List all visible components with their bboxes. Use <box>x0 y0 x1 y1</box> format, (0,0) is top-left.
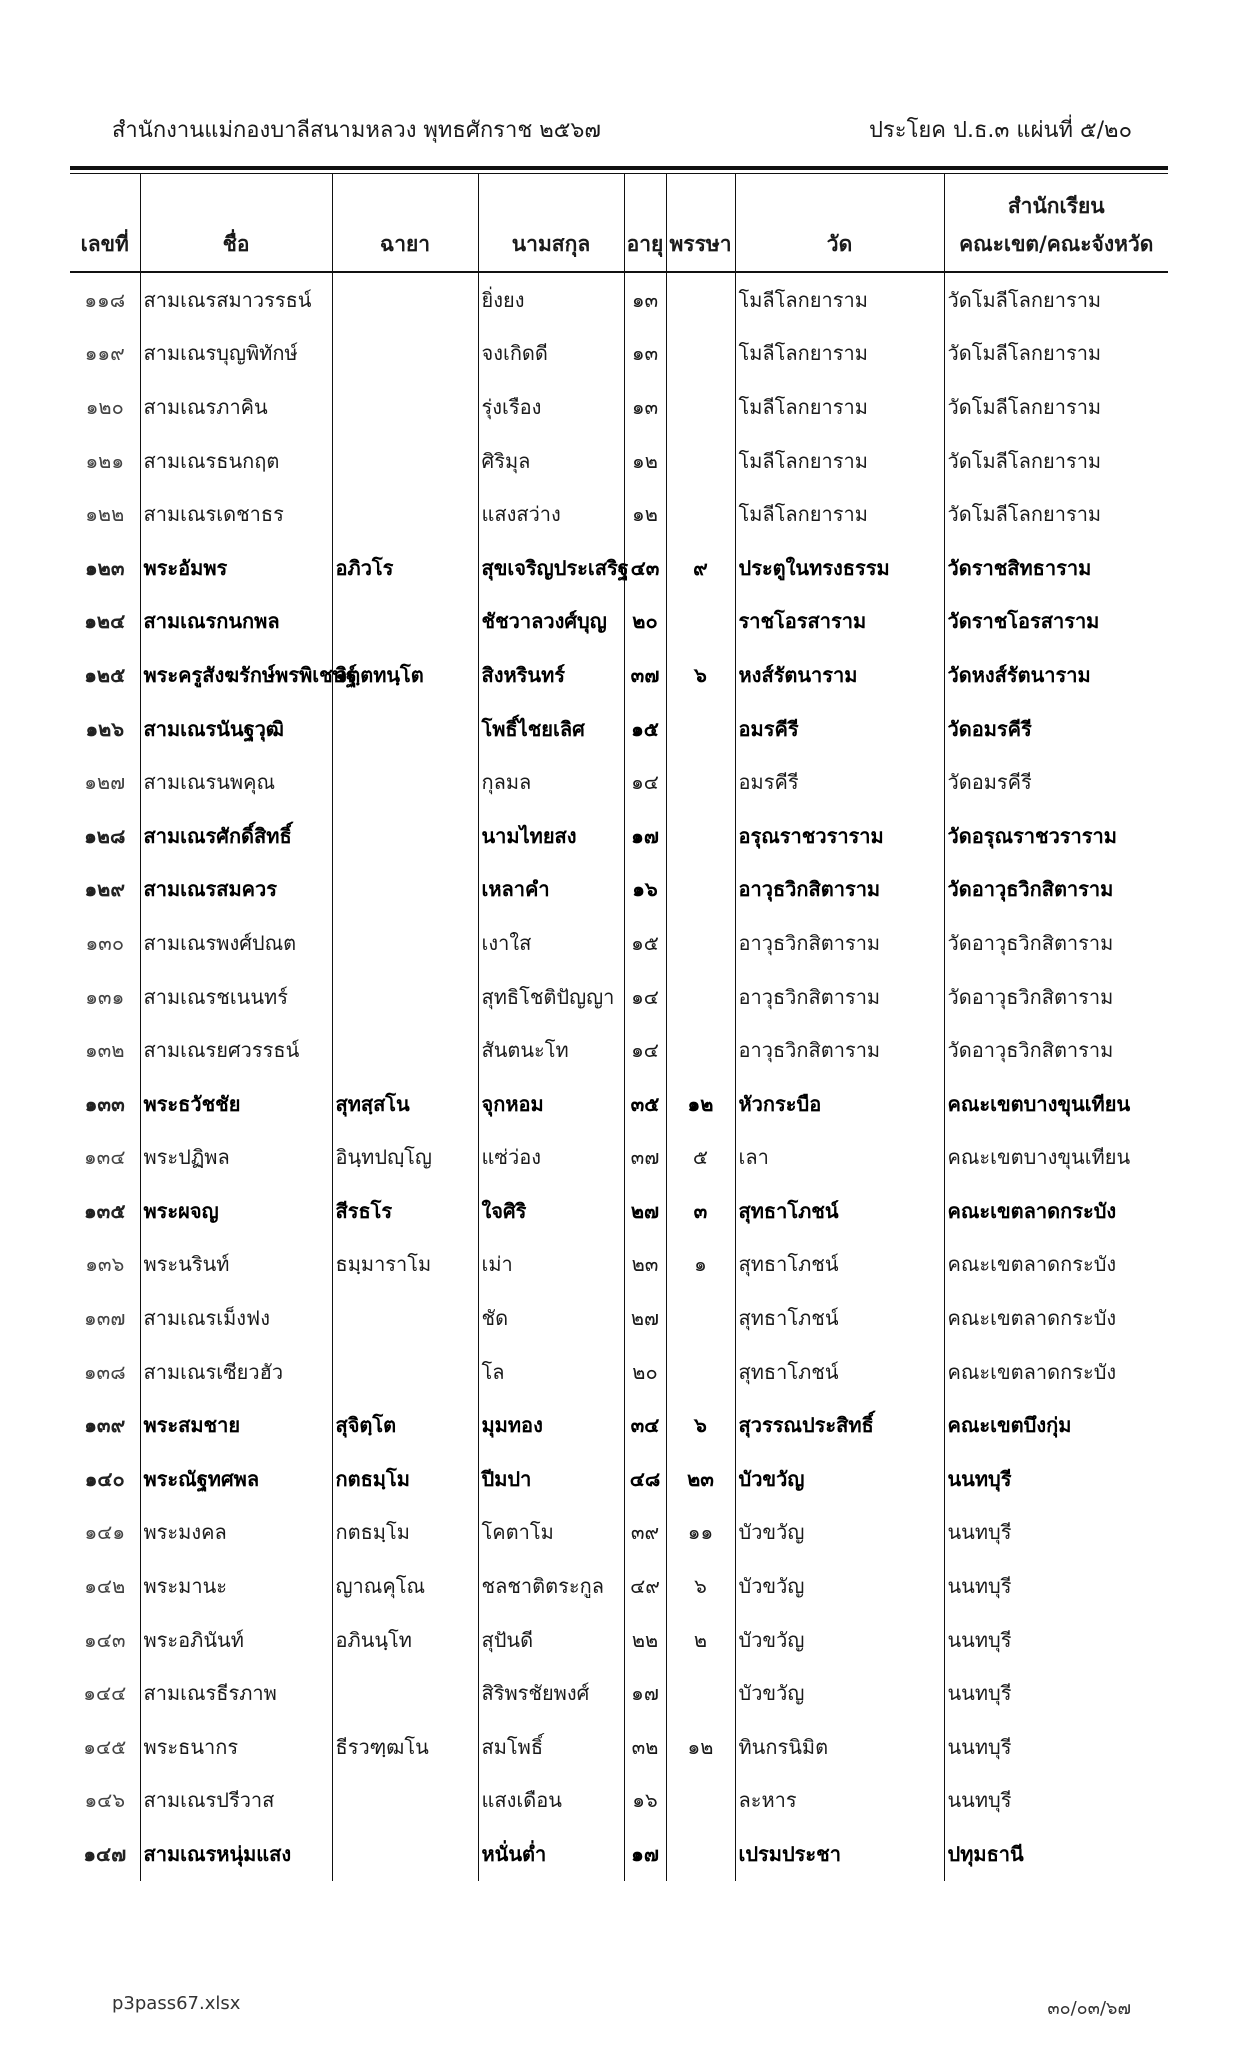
cell-alias: สุทสฺสโน <box>332 1077 478 1131</box>
top-rule-thick <box>70 166 1168 170</box>
cell-number: ๑๒๐ <box>85 394 124 419</box>
table-row <box>70 1023 1168 1077</box>
cell-age: ๓๗ <box>624 1131 666 1185</box>
cell-surname: รุ่งเรือง <box>478 380 624 434</box>
cell-name: สามเณรพงศ์ปณต <box>140 916 332 970</box>
cell-name: สามเณรยศวรรธน์ <box>140 1023 332 1077</box>
cell-school: วัดอาวุธวิกสิตาราม <box>944 970 1168 1024</box>
cell-temple: อาวุธวิกสิตาราม <box>735 970 944 1024</box>
cell-number: ๑๒๒ <box>85 502 125 527</box>
table-row <box>70 1666 1168 1720</box>
cell-alias: สุจิตฺโต <box>332 1398 478 1452</box>
cell-age: ๓๔ <box>624 1398 666 1452</box>
cell-name: สามเณรนพคุณ <box>140 755 332 809</box>
cell-number: ๑๓๒ <box>84 1038 125 1063</box>
cell-surname: ชัด <box>478 1291 624 1345</box>
cell-number: ๑๔๓ <box>83 1627 126 1652</box>
cell-name: สามเณรหนุ่มแสง <box>140 1827 332 1881</box>
cell-name: พระผจญ <box>140 1184 332 1238</box>
cell-name: พระมงคล <box>140 1506 332 1560</box>
cell-vassa <box>666 1023 735 1077</box>
col-header-number: เลขที่ <box>80 232 129 256</box>
cell-temple: อาวุธวิกสิตาราม <box>735 916 944 970</box>
cell-surname: แซ่ว่อง <box>478 1131 624 1185</box>
cell-school: คณะเขตลาดกระบัง <box>944 1184 1168 1238</box>
cell-temple: หงส์รัตนาราม <box>735 648 944 702</box>
cell-surname: ยิ่งยง <box>478 272 624 327</box>
cell-name: สามเณรเดชาธร <box>140 487 332 541</box>
table-row <box>70 1184 1168 1238</box>
page-header <box>112 112 1132 152</box>
cell-name: สามเณรบุญพิทักษ์ <box>140 327 332 381</box>
cell-surname: สันตนะโท <box>478 1023 624 1077</box>
cell-school: วัดโมลีโลกยาราม <box>944 272 1168 327</box>
cell-number: ๑๒๘ <box>84 823 126 848</box>
col-header-school-line2: คณะเขต/คณะจังหวัด <box>959 232 1154 256</box>
cell-alias: กตธมฺโม <box>332 1506 478 1560</box>
cell-alias: ญาณคุโณ <box>332 1559 478 1613</box>
cell-school: นนทบุรี <box>944 1613 1168 1667</box>
table-row <box>70 541 1168 595</box>
cell-number: ๑๔๔ <box>83 1681 127 1706</box>
cell-age: ๑๕ <box>624 702 666 756</box>
cell-alias: สีรธโร <box>332 1184 478 1238</box>
cell-name: สามเณรปรีวาส <box>140 1774 332 1828</box>
cell-surname: ชลชาติตระกูล <box>478 1559 624 1613</box>
cell-name: สามเณรเม็งฟง <box>140 1291 332 1345</box>
cell-alias <box>332 809 478 863</box>
footer-filename: p3pass67.xlsx <box>112 1993 241 2014</box>
cell-vassa: ๑๑ <box>666 1506 735 1560</box>
cell-age: ๑๓ <box>624 380 666 434</box>
cell-temple: บัวขวัญ <box>735 1666 944 1720</box>
cell-surname: จุกหอม <box>478 1077 624 1131</box>
col-header-temple: วัด <box>735 174 944 272</box>
table-row <box>70 702 1168 756</box>
cell-number: ๑๒๖ <box>85 716 125 741</box>
cell-school: วัดราชโอรสาราม <box>944 595 1168 649</box>
cell-school: คณะเขตลาดกระบัง <box>944 1291 1168 1345</box>
cell-surname: เม่า <box>478 1238 624 1292</box>
cell-temple: ทินกรนิมิต <box>735 1720 944 1774</box>
cell-age: ๔๘ <box>624 1452 666 1506</box>
table-row <box>70 1506 1168 1560</box>
cell-surname: ปีมปา <box>478 1452 624 1506</box>
cell-school: คณะเขตบางขุนเทียน <box>944 1131 1168 1185</box>
cell-surname: มุมทอง <box>478 1398 624 1452</box>
cell-surname: ชัชวาลวงศ์บุญ <box>478 595 624 649</box>
cell-school: คณะเขตลาดกระบัง <box>944 1238 1168 1292</box>
cell-school: วัดโมลีโลกยาราม <box>944 327 1168 381</box>
col-header-alias: ฉายา <box>332 174 478 272</box>
col-header-vassa: พรรษา <box>666 174 735 272</box>
cell-number: ๑๓๙ <box>84 1413 126 1438</box>
results-table <box>70 174 1168 1881</box>
cell-vassa <box>666 595 735 649</box>
cell-school: คณะเขตบางขุนเทียน <box>944 1077 1168 1131</box>
cell-temple: ละหาร <box>735 1774 944 1828</box>
cell-temple: บัวขวัญ <box>735 1559 944 1613</box>
cell-school: คณะเขตบึงกุ่ม <box>944 1398 1168 1452</box>
col-header-surname: นามสกุล <box>478 174 624 272</box>
table-row <box>70 327 1168 381</box>
cell-surname: ศิริมุล <box>478 434 624 488</box>
cell-number: ๑๔๑ <box>84 1520 126 1545</box>
table-row <box>70 1077 1168 1131</box>
cell-temple: บัวขวัญ <box>735 1452 944 1506</box>
cell-number: ๑๒๑ <box>85 448 125 473</box>
cell-surname: เงาใส <box>478 916 624 970</box>
cell-age: ๒๗ <box>624 1291 666 1345</box>
cell-school: นนทบุรี <box>944 1666 1168 1720</box>
cell-name: สามเณรภาคิน <box>140 380 332 434</box>
cell-age: ๑๗ <box>624 1827 666 1881</box>
cell-school: ปทุมธานี <box>944 1827 1168 1881</box>
cell-name: พระนรินท์ <box>140 1238 332 1292</box>
cell-vassa <box>666 863 735 917</box>
cell-temple: เลา <box>735 1131 944 1185</box>
cell-school: นนทบุรี <box>944 1506 1168 1560</box>
cell-alias <box>332 434 478 488</box>
table-row <box>70 1559 1168 1613</box>
cell-vassa: ๑ <box>666 1238 735 1292</box>
col-header-age: อายุ <box>624 174 666 272</box>
cell-surname: จงเกิดดี <box>478 327 624 381</box>
table-row <box>70 1238 1168 1292</box>
cell-temple: บัวขวัญ <box>735 1506 944 1560</box>
cell-alias <box>332 1774 478 1828</box>
cell-surname: โล <box>478 1345 624 1399</box>
cell-number: ๑๔๒ <box>84 1574 126 1599</box>
table-row <box>70 595 1168 649</box>
table-row <box>70 648 1168 702</box>
table-row <box>70 1774 1168 1828</box>
cell-name: สามเณรสมควร <box>140 863 332 917</box>
cell-vassa: ๒ <box>666 1613 735 1667</box>
cell-temple: สุทธาโภชน์ <box>735 1238 944 1292</box>
cell-surname: สิริพรชัยพงศ์ <box>478 1666 624 1720</box>
table-row <box>70 1345 1168 1399</box>
cell-age: ๑๔ <box>624 755 666 809</box>
cell-vassa <box>666 970 735 1024</box>
cell-vassa <box>666 809 735 863</box>
cell-number: ๑๔๐ <box>84 1466 125 1491</box>
cell-school: นนทบุรี <box>944 1559 1168 1613</box>
cell-alias <box>332 1345 478 1399</box>
cell-school: นนทบุรี <box>944 1720 1168 1774</box>
cell-temple: โมลีโลกยาราม <box>735 380 944 434</box>
cell-school: นนทบุรี <box>944 1774 1168 1828</box>
table-header-row <box>70 174 1168 272</box>
table-row <box>70 1291 1168 1345</box>
table-row <box>70 380 1168 434</box>
cell-alias <box>332 1291 478 1345</box>
table-row <box>70 1827 1168 1881</box>
cell-name: สามเณรเซียวฮัว <box>140 1345 332 1399</box>
cell-age: ๒๒ <box>624 1613 666 1667</box>
cell-age: ๒๐ <box>624 595 666 649</box>
cell-vassa <box>666 1345 735 1399</box>
cell-number: ๑๓๔ <box>83 1145 126 1170</box>
cell-age: ๑๗ <box>624 809 666 863</box>
cell-alias <box>332 487 478 541</box>
cell-name: พระอภินันท์ <box>140 1613 332 1667</box>
cell-temple: อมรคีรี <box>735 702 944 756</box>
cell-surname: สุขเจริญประเสริฐ <box>478 541 624 595</box>
cell-school: วัดอาวุธวิกสิตาราม <box>944 916 1168 970</box>
cell-alias <box>332 1666 478 1720</box>
cell-name: สามเณรธนกฤต <box>140 434 332 488</box>
cell-number: ๑๓๑ <box>85 984 125 1009</box>
cell-vassa <box>666 755 735 809</box>
cell-name: สามเณรธีรภาพ <box>140 1666 332 1720</box>
cell-age: ๑๕ <box>624 916 666 970</box>
cell-name: พระสมชาย <box>140 1398 332 1452</box>
table-row <box>70 916 1168 970</box>
cell-age: ๔๓ <box>624 541 666 595</box>
cell-alias <box>332 327 478 381</box>
cell-number: ๑๓๗ <box>84 1306 126 1331</box>
cell-alias <box>332 1827 478 1881</box>
cell-age: ๒๗ <box>624 1184 666 1238</box>
cell-school: วัดอมรคีรี <box>944 755 1168 809</box>
cell-surname: หนั่นต่ำ <box>478 1827 624 1881</box>
cell-alias <box>332 916 478 970</box>
cell-number: ๑๔๖ <box>84 1788 126 1813</box>
cell-alias <box>332 272 478 327</box>
cell-school: วัดโมลีโลกยาราม <box>944 380 1168 434</box>
table-row <box>70 272 1168 327</box>
cell-alias <box>332 755 478 809</box>
cell-number: ๑๑๘ <box>84 287 126 312</box>
table-row <box>70 970 1168 1024</box>
cell-surname: สุปันดี <box>478 1613 624 1667</box>
cell-age: ๑๔ <box>624 970 666 1024</box>
cell-name: พระปฏิพล <box>140 1131 332 1185</box>
table-row <box>70 1398 1168 1452</box>
cell-age: ๑๓ <box>624 327 666 381</box>
cell-age: ๑๗ <box>624 1666 666 1720</box>
cell-vassa <box>666 1291 735 1345</box>
cell-surname: สิงหรินทร์ <box>478 648 624 702</box>
cell-number: ๑๒๗ <box>84 770 126 795</box>
cell-alias <box>332 702 478 756</box>
cell-temple: โมลีโลกยาราม <box>735 434 944 488</box>
cell-name: สามเณรชเนนทร์ <box>140 970 332 1024</box>
cell-number: ๑๑๙ <box>84 341 125 366</box>
cell-temple: บัวขวัญ <box>735 1613 944 1667</box>
cell-number: ๑๒๓ <box>84 555 125 580</box>
cell-surname: เหลาคำ <box>478 863 624 917</box>
cell-surname: โพธิ์ไชยเลิศ <box>478 702 624 756</box>
cell-temple: สุทธาโภชน์ <box>735 1291 944 1345</box>
cell-vassa <box>666 487 735 541</box>
cell-alias: จิตฺตทนฺโต <box>332 648 478 702</box>
cell-alias <box>332 863 478 917</box>
cell-vassa <box>666 272 735 327</box>
footer-date: ๓๐/๐๓/๖๗ <box>1047 1998 1131 2019</box>
cell-number: ๑๒๔ <box>84 609 126 634</box>
cell-alias: ธีรวฑฺฒโน <box>332 1720 478 1774</box>
table-row <box>70 1131 1168 1185</box>
cell-name: พระครูสังฆรักษ์พรพิเชษฐ์ <box>140 648 332 702</box>
cell-alias <box>332 380 478 434</box>
cell-age: ๑๒ <box>624 487 666 541</box>
cell-temple: สุวรรณประสิทธิ์ <box>735 1398 944 1452</box>
cell-vassa: ๖ <box>666 648 735 702</box>
cell-name: สามเณรสมาวรรธน์ <box>140 272 332 327</box>
cell-temple: ราชโอรสาราม <box>735 595 944 649</box>
cell-name: พระมานะ <box>140 1559 332 1613</box>
cell-temple: อาวุธวิกสิตาราม <box>735 1023 944 1077</box>
table-row <box>70 809 1168 863</box>
table-row <box>70 1452 1168 1506</box>
cell-temple: โมลีโลกยาราม <box>735 487 944 541</box>
cell-number: ๑๒๙ <box>84 877 126 902</box>
table-row <box>70 863 1168 917</box>
cell-alias: อภิวโร <box>332 541 478 595</box>
col-header-school <box>944 174 1168 272</box>
cell-number: ๑๓๕ <box>83 1198 126 1223</box>
cell-number: ๑๓๘ <box>83 1359 126 1384</box>
header-office-year: สำนักงานแม่กองบาลีสนามหลวง พุทธศักราช ๒๕๖๗ <box>112 118 601 143</box>
cell-name: พระธวัชชัย <box>140 1077 332 1131</box>
cell-vassa: ๑๒ <box>666 1077 735 1131</box>
cell-vassa <box>666 916 735 970</box>
cell-vassa: ๖ <box>666 1398 735 1452</box>
cell-name: สามเณรกนกพล <box>140 595 332 649</box>
cell-age: ๒๐ <box>624 1345 666 1399</box>
cell-vassa <box>666 380 735 434</box>
table-row <box>70 1613 1168 1667</box>
cell-vassa <box>666 1827 735 1881</box>
cell-alias <box>332 595 478 649</box>
cell-surname: สมโพธิ์ <box>478 1720 624 1774</box>
cell-number: ๑๓๐ <box>85 930 125 955</box>
cell-temple: อาวุธวิกสิตาราม <box>735 863 944 917</box>
cell-alias <box>332 970 478 1024</box>
cell-number: ๑๔๗ <box>83 1842 127 1867</box>
cell-vassa: ๖ <box>666 1559 735 1613</box>
cell-school: วัดอาวุธวิกสิตาราม <box>944 863 1168 917</box>
cell-age: ๓๗ <box>624 648 666 702</box>
cell-age: ๑๖ <box>624 1774 666 1828</box>
cell-temple: สุทธาโภชน์ <box>735 1184 944 1238</box>
header-level-sheet: ประโยค ป.ธ.๓ แผ่นที่ ๕/๒๐ <box>868 118 1132 143</box>
cell-vassa: ๒๓ <box>666 1452 735 1506</box>
cell-name: สามเณรศักดิ์สิทธิ์ <box>140 809 332 863</box>
cell-surname: โคตาโม <box>478 1506 624 1560</box>
cell-age: ๔๙ <box>624 1559 666 1613</box>
cell-name: สามเณรนันฐวุฒิ <box>140 702 332 756</box>
cell-temple: อรุณราชวราราม <box>735 809 944 863</box>
cell-vassa <box>666 327 735 381</box>
cell-vassa <box>666 434 735 488</box>
table-row <box>70 487 1168 541</box>
table-row <box>70 755 1168 809</box>
cell-vassa <box>666 1774 735 1828</box>
cell-temple: หัวกระบือ <box>735 1077 944 1131</box>
cell-number: ๑๒๕ <box>84 662 126 687</box>
cell-age: ๑๔ <box>624 1023 666 1077</box>
cell-surname: สุทธิโชติปัญญา <box>478 970 624 1024</box>
cell-number: ๑๔๕ <box>83 1734 127 1759</box>
cell-age: ๓๒ <box>624 1720 666 1774</box>
cell-age: ๓๕ <box>624 1077 666 1131</box>
cell-surname: กุลมล <box>478 755 624 809</box>
cell-name: พระณัฐทศพล <box>140 1452 332 1506</box>
cell-age: ๑๖ <box>624 863 666 917</box>
cell-vassa: ๙ <box>666 541 735 595</box>
cell-temple: โมลีโลกยาราม <box>735 272 944 327</box>
cell-school: วัดอมรคีรี <box>944 702 1168 756</box>
cell-number: ๑๓๓ <box>84 1091 125 1116</box>
cell-surname: นามไทยสง <box>478 809 624 863</box>
cell-temple: อมรคีรี <box>735 755 944 809</box>
cell-age: ๑๒ <box>624 434 666 488</box>
cell-temple: เปรมประชา <box>735 1827 944 1881</box>
cell-vassa <box>666 1666 735 1720</box>
cell-age: ๓๙ <box>624 1506 666 1560</box>
table-row <box>70 434 1168 488</box>
cell-school: วัดราชสิทธาราม <box>944 541 1168 595</box>
cell-surname: ใจศิริ <box>478 1184 624 1238</box>
cell-temple: สุทธาโภชน์ <box>735 1345 944 1399</box>
cell-temple: โมลีโลกยาราม <box>735 327 944 381</box>
cell-alias <box>332 1023 478 1077</box>
cell-school: วัดโมลีโลกยาราม <box>944 434 1168 488</box>
cell-vassa: ๕ <box>666 1131 735 1185</box>
cell-school: วัดหงส์รัตนาราม <box>944 648 1168 702</box>
cell-school: คณะเขตลาดกระบัง <box>944 1345 1168 1399</box>
col-header-school-line1: สำนักเรียน <box>1007 194 1105 218</box>
cell-school: นนทบุรี <box>944 1452 1168 1506</box>
cell-name: พระอัมพร <box>140 541 332 595</box>
cell-surname: แสงเดือน <box>478 1774 624 1828</box>
cell-school: วัดอรุณราชวราราม <box>944 809 1168 863</box>
cell-vassa: ๑๒ <box>666 1720 735 1774</box>
cell-school: วัดอาวุธวิกสิตาราม <box>944 1023 1168 1077</box>
cell-age: ๒๓ <box>624 1238 666 1292</box>
cell-name: พระธนากร <box>140 1720 332 1774</box>
results-sheet <box>70 166 1168 1881</box>
cell-school: วัดโมลีโลกยาราม <box>944 487 1168 541</box>
cell-vassa <box>666 702 735 756</box>
cell-age: ๑๓ <box>624 272 666 327</box>
cell-alias: กตธมฺโม <box>332 1452 478 1506</box>
cell-surname: แสงสว่าง <box>478 487 624 541</box>
cell-alias: อินฺทปญฺโญ <box>332 1131 478 1185</box>
cell-temple: ประตูในทรงธรรม <box>735 541 944 595</box>
col-header-name: ชื่อ <box>140 174 332 272</box>
cell-alias: อภินนฺโท <box>332 1613 478 1667</box>
cell-alias: ธมฺมาราโม <box>332 1238 478 1292</box>
cell-number: ๑๓๖ <box>85 1252 125 1277</box>
cell-vassa: ๓ <box>666 1184 735 1238</box>
table-row <box>70 1720 1168 1774</box>
